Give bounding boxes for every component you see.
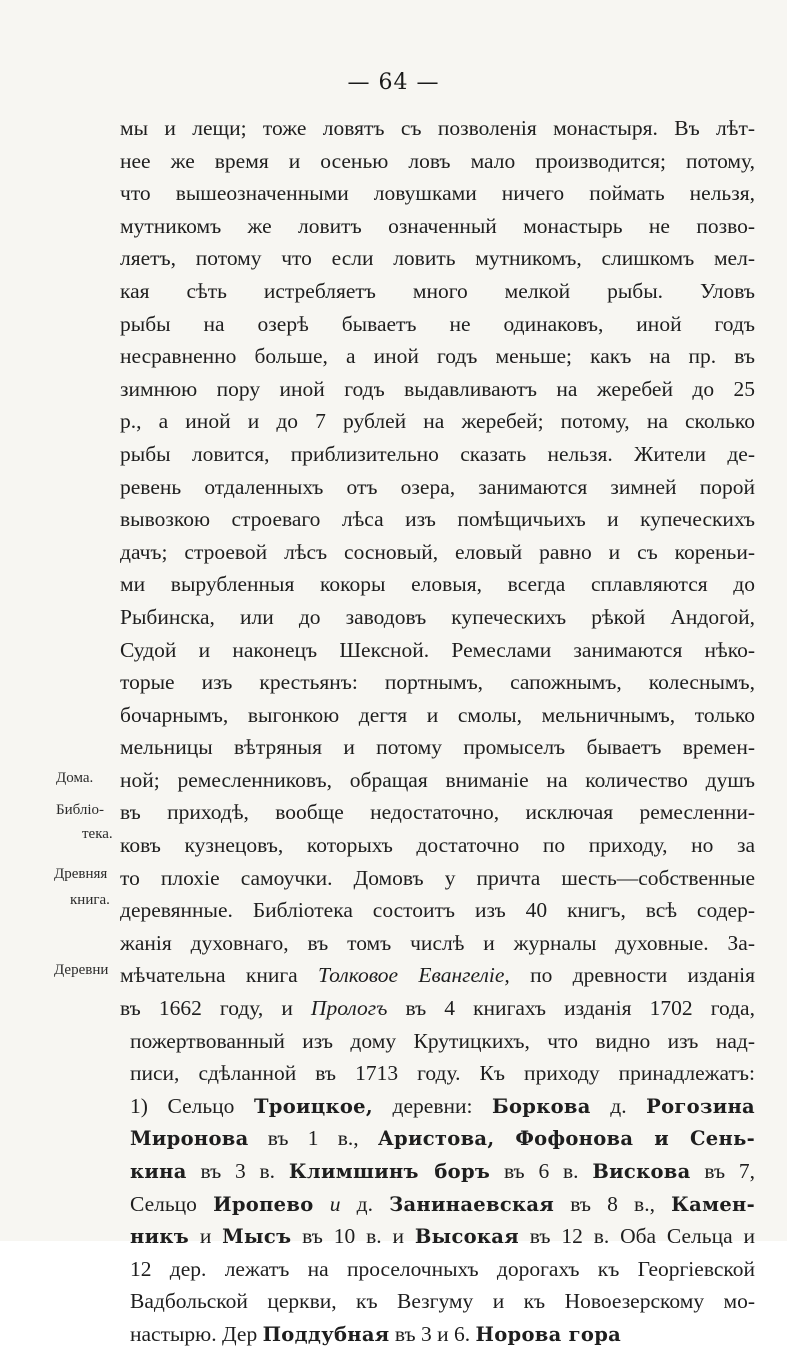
place-name: Высокая — [414, 1225, 519, 1249]
text-segment: въ 1 в., — [248, 1126, 378, 1151]
margin-note-library-1: Библіо- — [56, 802, 105, 818]
text-segment: въ 3 и 6. — [389, 1321, 476, 1346]
text-segment: пожертвованный изъ дому Крутицкихъ, что видно изъ над- — [130, 1028, 755, 1053]
place-name: Мысъ — [222, 1225, 292, 1249]
place-name: Иропево — [213, 1192, 314, 1216]
text-segment: писи, сдѣланной въ 1713 году. Къ приходу принадлежатъ: — [130, 1061, 755, 1086]
body-text — [120, 112, 755, 1351]
text-line — [120, 1155, 755, 1188]
text-line — [120, 992, 755, 1025]
text-line — [120, 862, 755, 895]
text-segment: въ 6 в. — [490, 1159, 593, 1183]
text-line — [120, 1285, 755, 1318]
text-segment: зимнюю пору иной годъ выдавливаютъ на жеребей до 25 — [120, 376, 755, 401]
place-name: Климшинъ боръ — [288, 1160, 491, 1183]
text-segment: мы и лещи; тоже ловятъ съ позволенія монастыря. Въ лѣт- — [120, 116, 755, 140]
margin-note-ancient-2: книга. — [70, 892, 110, 908]
italic-text: Толковое Евангеліе, — [318, 963, 510, 988]
text-segment: въ 10 в. и — [291, 1224, 415, 1249]
text-segment: деревни: — [372, 1093, 493, 1118]
text-line — [120, 177, 755, 210]
text-line — [120, 1122, 755, 1155]
text-line — [120, 340, 755, 373]
text-segment: рыбы ловится, приблизительно сказать нельзя. Жители де- — [120, 441, 755, 466]
text-line — [120, 1253, 755, 1286]
text-line — [120, 145, 755, 178]
place-name: Миронова — [130, 1127, 249, 1151]
text-segment: бочарнымъ, выгонкою дегтя и смолы, мельничнымъ, только — [120, 702, 755, 727]
place-name: Аристова, Фофонова и Сень- — [377, 1127, 755, 1151]
text-line — [120, 1025, 755, 1058]
text-segment: рыбы на озерѣ бываетъ не одинаковъ, иной годъ — [120, 311, 755, 336]
text-line — [120, 210, 755, 243]
text-segment: р., а иной и до 7 рублей на жеребей; потому, на сколько — [120, 409, 755, 434]
text-line — [120, 503, 755, 536]
text-segment: ной; ремесленниковъ, обращая вниманіе на количество душъ — [120, 767, 755, 792]
text-segment: то плохіе самоучки. Домовъ у причта шесть—собственные — [120, 865, 755, 890]
text-line — [120, 959, 755, 992]
text-segment: мутникомъ же ловитъ означенный монастырь не позво- — [120, 213, 755, 238]
place-name: Занинаевская — [389, 1192, 555, 1216]
margin-note-villages: Деревни — [54, 962, 109, 978]
place-name: Норова гора — [475, 1322, 622, 1346]
text-segment: мѣчательна книга — [120, 963, 318, 988]
text-segment: въ 7, — [690, 1159, 755, 1183]
text-segment: несравненно больше, а иной годъ меньше; какъ на пр. въ — [120, 344, 755, 369]
text-line — [120, 666, 755, 699]
text-line — [120, 1318, 755, 1351]
place-name: Камен- — [671, 1192, 755, 1216]
place-name: Поддубная — [262, 1322, 390, 1346]
text-segment: дачъ; строевой лѣсъ сосновый, еловый равно и съ кореньи- — [120, 539, 755, 564]
page-number: — 64 — — [347, 70, 440, 95]
place-name: кина — [130, 1160, 187, 1183]
text-segment: въ приходѣ, вообще недостаточно, исключая ремесленни- — [120, 800, 755, 825]
text-segment: ляетъ, потому что если ловить мутникомъ, слишкомъ мел- — [120, 246, 755, 271]
text-segment: нее же время и осенью ловъ мало производится; потому, — [120, 148, 755, 173]
text-segment: торые изъ крестьянъ: портнымъ, сапожнымъ, колеснымъ, — [120, 670, 755, 695]
text-segment: ковъ кузнецовъ, которыхъ достаточно по приходу, но за — [120, 833, 755, 858]
text-segment: 12 дер. лежатъ на проселочныхъ дорогахъ къ Георгіевской — [130, 1256, 755, 1281]
text-segment: мельницы вѣтряныя и потому промыселъ бываетъ времен- — [120, 735, 755, 760]
text-line — [120, 601, 755, 634]
place-name: Боркова — [492, 1094, 591, 1118]
text-line — [120, 405, 755, 438]
text-line — [120, 1090, 755, 1123]
text-line — [120, 373, 755, 406]
text-line — [120, 536, 755, 569]
text-line — [120, 438, 755, 471]
text-segment: Вадбольской церкви, къ Везгуму и къ Новоезерскому мо- — [130, 1289, 755, 1314]
text-line — [120, 568, 755, 601]
text-segment: въ 3 в. — [186, 1159, 289, 1183]
text-segment — [314, 1192, 330, 1216]
text-segment: вывозкою строеваго лѣса изъ помѣщичьихъ и купеческихъ — [120, 507, 755, 532]
text-line — [120, 829, 755, 862]
italic-text: Прологъ — [310, 996, 388, 1021]
text-line — [120, 764, 755, 797]
text-segment: по древности изданія — [509, 963, 755, 988]
text-segment: въ 4 книгахъ изданія 1702 года, — [387, 996, 755, 1021]
text-line — [120, 927, 755, 960]
text-line — [120, 275, 755, 308]
text-line — [120, 471, 755, 504]
text-segment: что вышеозначенными ловушками ничего поймать нельзя, — [120, 181, 755, 206]
text-line — [120, 894, 755, 927]
place-name: Рогозина — [646, 1094, 755, 1118]
text-segment: въ 8 в., — [554, 1191, 672, 1216]
text-line — [120, 796, 755, 829]
text-segment: ми вырубленныя кокоры еловыя, всегда сплавляются до — [120, 572, 755, 597]
text-line — [120, 1220, 755, 1253]
margin-note-ancient-1: Древняя — [54, 866, 108, 882]
text-segment: настырю. Дер — [130, 1321, 263, 1346]
italic-text: и — [329, 1191, 341, 1216]
text-line — [120, 1188, 755, 1221]
text-segment: въ 1662 году, и — [120, 996, 311, 1021]
text-segment: кая сѣть истребляетъ много мелкой рыбы. Уловъ — [120, 278, 755, 303]
place-name: Троицкое, — [253, 1094, 373, 1118]
text-segment: Сельцо — [130, 1191, 214, 1216]
text-segment: д. — [340, 1191, 390, 1216]
text-line — [120, 1057, 755, 1090]
text-line — [120, 308, 755, 341]
text-line — [120, 112, 755, 145]
place-name: никъ — [130, 1225, 189, 1249]
text-segment: жанія духовнаго, въ томъ числѣ и журналы духовные. За- — [120, 930, 755, 955]
place-name: Вискова — [592, 1160, 691, 1183]
text-line — [120, 242, 755, 275]
text-segment: въ 12 в. Оба Сельца и — [518, 1224, 755, 1249]
margin-note-houses: Дома. — [56, 770, 94, 786]
text-segment: д. — [590, 1093, 647, 1118]
text-segment: 1) Сельцо — [130, 1093, 254, 1118]
text-segment: деревянные. Библіотека состоитъ изъ 40 книгъ, всѣ содер- — [120, 898, 755, 923]
text-line — [120, 731, 755, 764]
text-line — [120, 634, 755, 667]
text-line — [120, 699, 755, 732]
margin-note-library-2: тека. — [82, 826, 113, 842]
text-segment: и — [188, 1224, 223, 1249]
text-segment: Рыбинска, или до заводовъ купеческихъ рѣкой Андогой, — [120, 604, 755, 629]
text-segment: Судой и наконецъ Шексной. Ремеслами занимаются нѣко- — [120, 637, 755, 662]
text-segment: ревень отдаленныхъ отъ озера, занимаются зимней порой — [120, 474, 755, 499]
